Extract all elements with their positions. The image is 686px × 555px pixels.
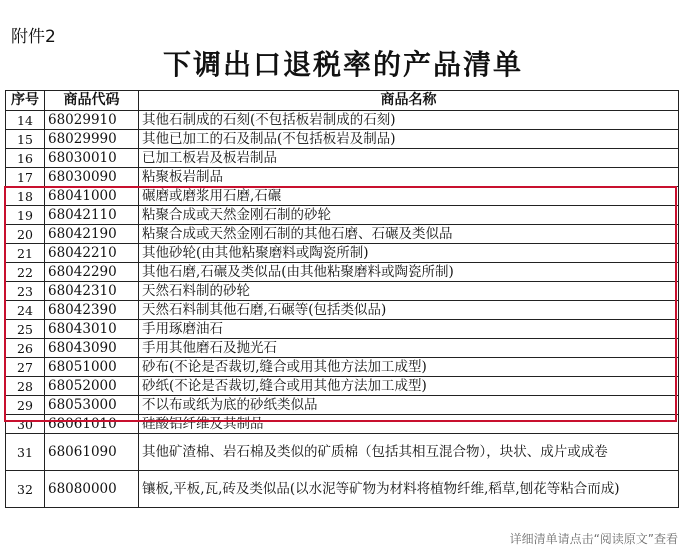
row-number: 19 xyxy=(6,206,45,225)
commodity-name: 粘聚板岩制品 xyxy=(139,168,679,187)
commodity-name: 碾磨或磨浆用石磨,石碾 xyxy=(139,187,679,206)
commodity-code: 68052000 xyxy=(45,377,139,396)
product-table xyxy=(5,90,679,508)
attachment-label: 附件2 xyxy=(11,27,56,47)
table-row xyxy=(6,282,679,301)
table-row xyxy=(6,130,679,149)
column-header-code: 商品代码 xyxy=(45,91,139,111)
commodity-name: 其他砂轮(由其他粘聚磨料或陶瓷所制) xyxy=(139,244,679,263)
table-row xyxy=(6,187,679,206)
commodity-code: 68042210 xyxy=(45,244,139,263)
row-number: 28 xyxy=(6,377,45,396)
row-number: 24 xyxy=(6,301,45,320)
table-row xyxy=(6,358,679,377)
row-number: 18 xyxy=(6,187,45,206)
row-number: 25 xyxy=(6,320,45,339)
commodity-name: 手用琢磨油石 xyxy=(139,320,679,339)
commodity-code: 68080000 xyxy=(45,471,139,508)
row-number: 26 xyxy=(6,339,45,358)
commodity-code: 68030010 xyxy=(45,149,139,168)
commodity-code: 68042290 xyxy=(45,263,139,282)
row-number: 16 xyxy=(6,149,45,168)
commodity-code: 68061090 xyxy=(45,434,139,471)
row-number: 30 xyxy=(6,415,45,434)
commodity-code: 68030090 xyxy=(45,168,139,187)
row-number: 23 xyxy=(6,282,45,301)
table-row xyxy=(6,471,679,508)
table-header-row xyxy=(6,91,679,111)
row-number: 29 xyxy=(6,396,45,415)
commodity-name: 天然石料制的砂轮 xyxy=(139,282,679,301)
document-title: 下调出口退税率的产品清单 xyxy=(162,48,523,81)
commodity-name: 已加工板岩及板岩制品 xyxy=(139,149,679,168)
table-row xyxy=(6,377,679,396)
table-row xyxy=(6,263,679,282)
table-row xyxy=(6,434,679,471)
commodity-code: 68042310 xyxy=(45,282,139,301)
commodity-name: 砂布(不论是否裁切,缝合或用其他方法加工成型) xyxy=(139,358,679,377)
table-row xyxy=(6,244,679,263)
table-row xyxy=(6,320,679,339)
commodity-name: 天然石料制其他石磨,石碾等(包括类似品) xyxy=(139,301,679,320)
commodity-name: 粘聚合成或天然金刚石制的砂轮 xyxy=(139,206,679,225)
commodity-name: 硅酸铝纤维及其制品 xyxy=(139,415,679,434)
table-row xyxy=(6,111,679,130)
table-row xyxy=(6,168,679,187)
commodity-code: 68042190 xyxy=(45,225,139,244)
table-row xyxy=(6,415,679,434)
commodity-code: 68043010 xyxy=(45,320,139,339)
column-header-no: 序号 xyxy=(6,91,45,111)
commodity-code: 68043090 xyxy=(45,339,139,358)
commodity-name: 其他已加工的石及制品(不包括板岩及制品) xyxy=(139,130,679,149)
commodity-name: 砂纸(不论是否裁切,缝合或用其他方法加工成型) xyxy=(139,377,679,396)
commodity-code: 68029990 xyxy=(45,130,139,149)
commodity-name: 其他矿渣棉、岩石棉及类似的矿质棉（包括其相互混合物），块状、成片或成卷 xyxy=(139,434,679,471)
commodity-name: 其他石制成的石刻(不包括板岩制成的石刻) xyxy=(139,111,679,130)
commodity-code: 68051000 xyxy=(45,358,139,377)
commodity-code: 68029910 xyxy=(45,111,139,130)
commodity-code: 68061010 xyxy=(45,415,139,434)
table-row xyxy=(6,206,679,225)
commodity-name: 粘聚合成或天然金刚石制的其他石磨、石碾及类似品 xyxy=(139,225,679,244)
row-number: 17 xyxy=(6,168,45,187)
row-number: 14 xyxy=(6,111,45,130)
commodity-name: 镶板,平板,瓦,砖及类似品(以水泥等矿物为材料将植物纤维,稻草,刨花等粘合而成) xyxy=(139,471,679,508)
row-number: 22 xyxy=(6,263,45,282)
commodity-code: 68042110 xyxy=(45,206,139,225)
row-number: 31 xyxy=(6,434,45,471)
row-number: 21 xyxy=(6,244,45,263)
table-row xyxy=(6,225,679,244)
row-number: 27 xyxy=(6,358,45,377)
commodity-name: 其他石磨,石碾及类似品(由其他粘聚磨料或陶瓷所制) xyxy=(139,263,679,282)
table-row xyxy=(6,396,679,415)
table-row xyxy=(6,149,679,168)
commodity-name: 不以布或纸为底的砂纸类似品 xyxy=(139,396,679,415)
column-header-name: 商品名称 xyxy=(139,91,679,111)
row-number: 15 xyxy=(6,130,45,149)
row-number: 20 xyxy=(6,225,45,244)
commodity-code: 68041000 xyxy=(45,187,139,206)
row-number: 32 xyxy=(6,471,45,508)
footer-note: 详细清单请点击“阅读原文”查看 xyxy=(509,532,678,546)
table-row xyxy=(6,339,679,358)
table-row xyxy=(6,301,679,320)
commodity-name: 手用其他磨石及抛光石 xyxy=(139,339,679,358)
commodity-code: 68042390 xyxy=(45,301,139,320)
commodity-code: 68053000 xyxy=(45,396,139,415)
